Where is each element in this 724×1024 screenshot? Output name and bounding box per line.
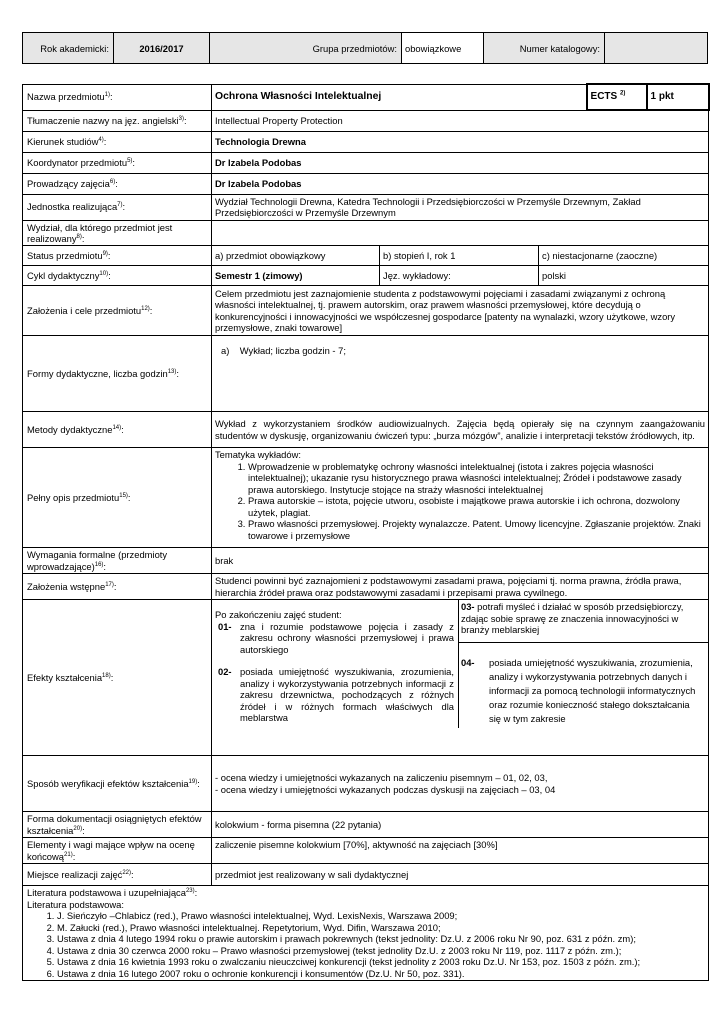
opis-heading: Tematyka wykładów:	[215, 449, 301, 461]
jez-value: polski	[539, 266, 709, 286]
rok-value: 2016/2017	[114, 33, 210, 63]
numer-value	[605, 33, 707, 63]
literatura-item: 6. Ustawa z dnia 16 lutego 2007 roku o ochronie konkurencji i konsumentów (Dz.U. Nr 50, poz. 331).	[57, 968, 705, 979]
row-zal-wst	[23, 574, 709, 600]
grupa-label: Grupa przedmiotów:	[210, 33, 402, 63]
opis-item: 3. Prawo własności przemysłowej. Projekty wynalazcze. Patent. Umowy licencyjne. Zgłaszanie projektów. Znaki towarowe i przemysłowe	[248, 518, 705, 541]
row-zalozenia	[23, 286, 709, 336]
label-efekty: Efekty kształcenia$^{18)}$:	[23, 600, 212, 756]
grupa-value: obowiązkowe	[402, 33, 484, 63]
literatura-item: 3. Ustawa z dnia 4 lutego 1994 roku o prawie autorskim i prawach pokrewnych (tekst jednolity: Dz.U. z 2006 roku Nr 90, poz. 631 z późn. zm);	[57, 933, 705, 944]
label-jednostka: Jednostka realizująca$^{7)}$:	[23, 194, 212, 220]
opis-value	[212, 448, 709, 548]
effect-03: 03- potrafi myśleć i działać w sposób przedsiębiorczy, zdając sobie sprawę ze znaczenia innowacyjności w branży meblarskiej	[459, 601, 708, 642]
label-opis: Pełny opis przedmiotu$^{15)}$:	[23, 448, 212, 548]
zal-wst-value: Studenci powinni być zaznajomieni z podstawowymi zasadami prawa, pojęciami tj. norma prawna, źródła prawa, hierarchia źródeł prawa oraz podstawowymi zasadami i przepisami prawa cywilnego.	[212, 574, 709, 600]
status-b: b) stopień I, rok 1	[380, 246, 539, 266]
ects-label: ECTS $^{2)}$	[587, 84, 647, 110]
label-status: Status przedmiotu$^{9)}$:	[23, 246, 212, 266]
status-c: c) niestacjonarne (zaoczne)	[539, 246, 709, 266]
label-nazwa: Nazwa przedmiotu$^{1)}$:	[23, 84, 212, 110]
miejsce-value: przedmiot jest realizowany w sali dydaktycznej	[212, 864, 709, 886]
formy-value	[212, 336, 709, 412]
label-zalozenia: Założenia i cele przedmiotu$^{12)}$:	[23, 286, 212, 336]
koordynator-value: Dr Izabela Podobas	[212, 152, 709, 173]
course-table	[22, 83, 710, 981]
numer-label: Numer katalogowy:	[484, 33, 605, 63]
english-name: Intellectual Property Protection	[212, 110, 709, 131]
ects-value: 1 pkt	[647, 84, 709, 110]
row-opis	[23, 448, 709, 548]
opis-list	[215, 461, 705, 541]
prowadzacy-value: Dr Izabela Podobas	[212, 173, 709, 194]
wymagania-value: brak	[212, 548, 709, 574]
row-elementy	[23, 838, 709, 864]
literatura-item: 1. J. Sieńczyło –Chlabicz (red.), Prawo własności intelektualnej, Wyd. LexisNexis, Warszawa 2009;	[57, 910, 705, 921]
row-jednostka	[23, 194, 709, 220]
opis-item: 1. Wprowadzenie w problematykę ochrony własności intelektualnej (istota i zakres pojęcia własności intelektualnej); ukazanie rysu historycznego prawa własności intelektualnej; Źródeł i podstawowe zasady prawa autorskiego. Instytucje stojące na straży własności intelektualnej	[248, 461, 705, 495]
label-metody: Metody dydaktyczne$^{14)}$:	[23, 412, 212, 448]
literatura-list	[27, 910, 705, 979]
label-sposob: Sposób weryfikacji efektów kształcenia$^{19)}$:	[23, 756, 212, 812]
effect-04: 04- posiada umiejętność wyszukiwania, zrozumienia, analizy i wykorzystywania potrzebnych danych i informacji za pomocą technologii informatycznych oraz rozumie konieczność stałego dokształcania się w tym zakresie	[461, 656, 696, 725]
kierunek-value: Technologia Drewna	[212, 131, 709, 152]
label-elementy: Elementy i wagi mające wpływ na ocenę końcową$^{21)}$:	[23, 838, 212, 864]
literatura-sub: Literatura podstawowa:	[27, 898, 124, 910]
header-bar	[22, 32, 708, 64]
row-wymagania	[23, 548, 709, 574]
sposob-line-2: - ocena wiedzy i umiejętności wykazanych podczas dyskusji na zajęciach – 03, 04	[215, 783, 556, 795]
zalozenia-value: Celem przedmiotu jest zaznajomienie studenta z podstawowymi pojęciami i zasadami związanymi z ochroną własności intelektualnej, tj. prawem autorskim, oraz prawem własności przemysłowej, które decydują o konkurencyjności i innowacyjności we współczesnej gospodarce [patenty na wynalazki, wzory użytkowe, wzory przemysłowe, znaki towarowe]	[212, 286, 709, 336]
formy-marker: a)	[221, 345, 230, 357]
efekty-intro: Po zakończeniu zajęć student:	[215, 609, 342, 621]
label-kierunek: Kierunek studiów$^{4)}$:	[23, 131, 212, 152]
label-cykl: Cykl dydaktyczny$^{10)}$:	[23, 266, 212, 286]
effect-02: 02- posiada umiejętność wyszukiwania, zrozumienia, analizy i wykorzystywania potrzebnych informacji z zakresu drzewnictwa, pochodzących z różnych źródeł i w różnych formach właściwych dla meblarstwa	[218, 666, 454, 724]
cykl-value: Semestr 1 (zimowy)	[212, 266, 380, 286]
row-formy	[23, 336, 709, 412]
efekty-right	[459, 600, 708, 728]
literatura-item: 5. Ustawa z dnia 16 kwietnia 1993 roku o zwalczaniu nieuczciwej konkurencji (tekst jednolity z 2003 roku Dz.U. Nr 153, poz. 1503 z późn. zm.);	[57, 956, 705, 967]
row-forma	[23, 812, 709, 838]
opis-item: 2. Prawa autorskie – istota, pojęcie utworu, osobiste i majątkowe prawa autorskie i ich ochrona, dozwolony użytek, plagiat.	[248, 495, 705, 518]
course-name: Ochrona Własności Intelektualnej	[212, 84, 587, 110]
efekty-left	[212, 600, 459, 728]
label-prowadzacy: Prowadzący zajęcia$^{6)}$:	[23, 173, 212, 194]
row-tlum	[23, 110, 709, 131]
status-a: a) przedmiot obowiązkowy	[212, 246, 380, 266]
row-nazwa	[23, 84, 709, 110]
literatura-cell	[23, 886, 709, 981]
efekty-cell	[212, 600, 709, 756]
row-koordynator	[23, 152, 709, 173]
elementy-value: zaliczenie pisemne kolokwium [70%], aktywność na zajęciach [30%]	[212, 838, 709, 864]
wydzial-value	[212, 220, 709, 246]
label-wydzial: Wydział, dla którego przedmiot jest realizowany$^{8)}$:	[23, 220, 212, 246]
label-forma: Forma dokumentacji osiągniętych efektów kształcenia$^{20)}$:	[23, 812, 212, 838]
literatura-item: 4. Ustawa z dnia 30 czerwca 2000 roku – Prawo własności przemysłowej (tekst jednolity Dz.U. z 2003 roku Nr 119, poz. 1117 z późn. zm.);	[57, 945, 705, 956]
row-kierunek	[23, 131, 709, 152]
label-literatura: Literatura podstawowa i uzupełniająca$^{23)}$:	[27, 887, 198, 899]
row-efekty	[23, 600, 709, 756]
label-tlum: Tłumaczenie nazwy na jęz. angielski$^{3)}$:	[23, 110, 212, 131]
label-wymagania: Wymagania formalne (przedmioty wprowadzające)$^{16)}$:	[23, 548, 212, 574]
row-cykl	[23, 266, 709, 286]
sposob-value	[212, 756, 709, 812]
jednostka-value: Wydział Technologii Drewna, Katedra Technologii i Przedsiębiorczości w Przemyśle Drzewnym, Zakład Przedsiębiorczości w Przemyśle Drzewnym	[212, 194, 709, 220]
label-miejsce: Miejsce realizacji zajęć$^{22)}$:	[23, 864, 212, 886]
rok-label: Rok akademicki:	[23, 33, 114, 63]
label-zal-wst: Założenia wstępne$^{17)}$:	[23, 574, 212, 600]
row-metody	[23, 412, 709, 448]
sposob-line-1: - ocena wiedzy i umiejętności wykazanych na zaliczeniu pisemnym – 01, 02, 03,	[215, 772, 548, 784]
effect-01: 01- zna i rozumie podstawowe pojęcia i zasady z zakresu ochrony własności przemysłowej i prawa autorskiego	[218, 620, 454, 655]
metody-value: Wykład z wykorzystaniem środków audiowizualnych. Zajęcia będą opierały się na czynnym zaangażowaniu studentów w dyskusję, organizowaniu ćwiczeń typu: „burza mózgów”, analizie i interpretacji tekstów źródłowych, itp.	[212, 412, 709, 448]
row-sposob	[23, 756, 709, 812]
formy-text: Wykład; liczba godzin - 7;	[239, 345, 346, 357]
row-literatura	[23, 886, 709, 981]
label-formy: Formy dydaktyczne, liczba godzin$^{13)}$:	[23, 336, 212, 412]
forma-value: kolokwium - forma pisemna (22 pytania)	[212, 812, 709, 838]
jez-label: Jęz. wykładowy:	[380, 266, 539, 286]
row-miejsce	[23, 864, 709, 886]
row-wydzial	[23, 220, 709, 246]
row-status	[23, 246, 709, 266]
row-prowadzacy	[23, 173, 709, 194]
literatura-item: 2. M. Załucki (red.), Prawo własności intelektualnej. Repetytorium, Wyd. Difin, Warszawa 2010;	[57, 922, 705, 933]
label-koordynator: Koordynator przedmiotu$^{5)}$:	[23, 152, 212, 173]
